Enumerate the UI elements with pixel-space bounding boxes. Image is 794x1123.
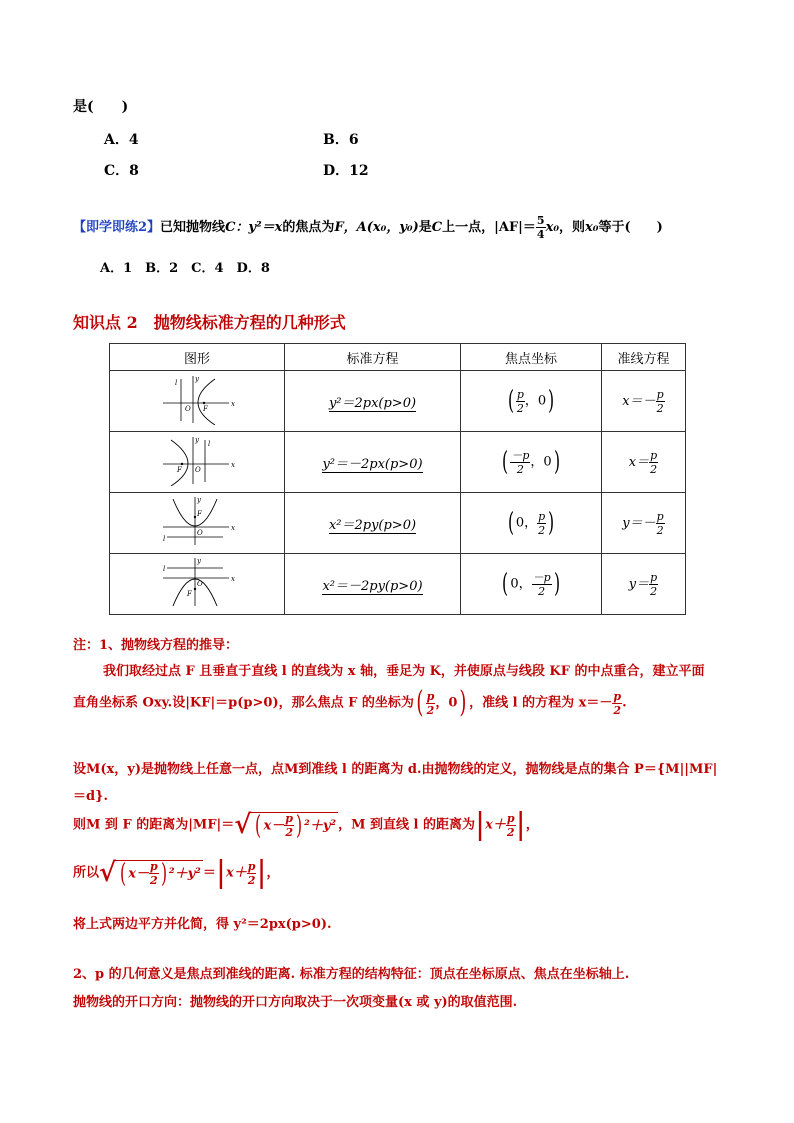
standard-forms-table [109, 343, 686, 615]
header-equation: 标准方程 [285, 344, 461, 371]
svg-text:F: F [177, 466, 182, 474]
parabola-left-graph [157, 434, 237, 486]
svg-text:F: F [197, 510, 202, 518]
practice-tag: 【即学即练2】 [73, 220, 161, 235]
graph-cell [110, 371, 285, 432]
practice-text: 等于( ) [598, 220, 663, 235]
svg-text:O: O [185, 405, 191, 413]
parabola-up-graph [157, 495, 237, 547]
practice-x0: x₀ [545, 220, 560, 235]
graph-cell [110, 432, 285, 493]
svg-text:y: y [197, 557, 201, 565]
equation-cell: x²＝－2py(p>0) [285, 554, 461, 615]
table-row [110, 432, 686, 493]
note-formula: 所以√ ( x－ $\frac{p}{2}$ ) ²＋y² ＝|x＋ $\frac{p}{2}$ |， [73, 855, 280, 890]
svg-text:y: y [197, 496, 201, 504]
parabola-down-graph [157, 556, 237, 608]
question-stem-end: 是( ) [73, 99, 129, 115]
header-focus: 焦点坐标 [461, 344, 602, 371]
focus-cell: ( 0， $\frac{-p}{2}$ ) [461, 554, 602, 615]
table-row [110, 371, 686, 432]
directrix-cell: x＝－ $\frac{p}{2}$ [602, 371, 686, 432]
svg-text:O: O [197, 529, 203, 537]
graph-cell [110, 493, 285, 554]
parabola-right-graph [157, 373, 237, 425]
practice-text: 上一点，|AF|＝ [442, 220, 536, 235]
practice-curve: C：y²＝x [225, 220, 283, 235]
focus-cell: ( $\frac{p}{2}$ ，0) [461, 371, 602, 432]
practice-focus: F， [334, 220, 357, 235]
practice-x0: x₀ [585, 220, 599, 235]
practice-text: 已知抛物线 [160, 220, 226, 235]
svg-text:y: y [195, 436, 199, 444]
equation-cell: x²＝2py(p>0) [285, 493, 461, 554]
svg-text:F: F [203, 405, 208, 413]
note-heading: 注：1、抛物线方程的推导： [73, 638, 239, 653]
practice-text: ，则 [559, 220, 586, 235]
svg-text:l: l [175, 379, 178, 387]
note-paragraph: 抛物线的开口方向：抛物线的开口方向取决于一次项变量(x 或 y)的取值范围. [73, 995, 518, 1010]
equation-cell: y²＝2px(p>0) [285, 371, 461, 432]
note-paragraph: ＝d}. [73, 789, 108, 804]
option-d: D．12 [323, 163, 369, 179]
note-formula: 则M 到 F 的距离为|MF|＝√ ( x－ $\frac{p}{2}$ ) ²＋y² ，M 到直线 l 的距离为|x＋ $\frac{p}{2}$ |， [73, 807, 539, 842]
svg-text:x: x [231, 524, 235, 532]
practice-text: 的焦点为 [282, 220, 335, 235]
svg-text:l: l [163, 535, 166, 543]
sqrt-expression: √ ( x－ $\frac{p}{2}$ ) ²＋y² [234, 810, 337, 841]
practice-fraction: $\frac{5}{4}$ [536, 214, 545, 241]
practice-point: A(x₀，y₀) [356, 220, 419, 235]
option-a: A．4 [104, 132, 139, 148]
practice-options: A．1 B．2 C．4 D．8 [100, 261, 270, 276]
sqrt-expression: √ ( x－ $\frac{p}{2}$ ) ²＋y² [99, 858, 201, 889]
svg-text:y: y [195, 375, 199, 383]
option-c: C．8 [104, 163, 139, 179]
svg-text:O: O [195, 466, 201, 474]
focus-cell: ( 0， $\frac{p}{2}$ ) [461, 493, 602, 554]
graph-cell [110, 554, 285, 615]
practice-question [73, 215, 663, 240]
svg-text:l: l [208, 440, 211, 448]
svg-text:x: x [231, 575, 235, 583]
note-paragraph: 2、p 的几何意义是焦点到准线的距离. 标准方程的结构特征：顶点在坐标原点、焦点在坐标轴上. [73, 967, 630, 982]
directrix-cell: x＝ $\frac{p}{2}$ [602, 432, 686, 493]
svg-text:O: O [197, 580, 203, 588]
section-title: 知识点 2 抛物线标准方程的几种形式 [73, 313, 346, 332]
header-graph: 图形 [110, 344, 285, 371]
svg-text:F: F [187, 590, 192, 598]
focus-cell: ( $\frac{-p}{2}$ ，0) [461, 432, 602, 493]
table-row [110, 554, 686, 615]
option-b: B．6 [323, 132, 359, 148]
equation-cell: y²＝－2px(p>0) [285, 432, 461, 493]
directrix-cell: y＝ $\frac{p}{2}$ [602, 554, 686, 615]
practice-curve: C [431, 220, 443, 235]
practice-text: 是 [418, 220, 432, 235]
note-paragraph: 将上式两边平方并化简，得 y²＝2px(p>0). [73, 917, 332, 932]
directrix-cell: y＝－ $\frac{p}{2}$ [602, 493, 686, 554]
table-row [110, 493, 686, 554]
note-paragraph: 直角坐标系 Oxy.设|KF|＝p(p>0)，那么焦点 F 的坐标为( $\frac{p}{2}$ ，0) ，准线 l 的方程为 x＝－ $\frac{p}{2}$ . [73, 685, 627, 720]
note-paragraph: 设M(x，y)是抛物线上任意一点，点M到准线 l 的距离为 d.由抛物线的定义，抛物线是点的集合 P＝{M||MF| [73, 762, 718, 777]
svg-text:x: x [231, 461, 235, 469]
svg-text:l: l [163, 565, 166, 573]
note-paragraph: 我们取经过点 F 且垂直于直线 l 的直线为 x 轴，垂足为 K，并使原点与线段 KF 的中点重合，建立平面 [103, 664, 705, 679]
svg-text:x: x [231, 400, 235, 408]
header-directrix: 准线方程 [602, 344, 686, 371]
